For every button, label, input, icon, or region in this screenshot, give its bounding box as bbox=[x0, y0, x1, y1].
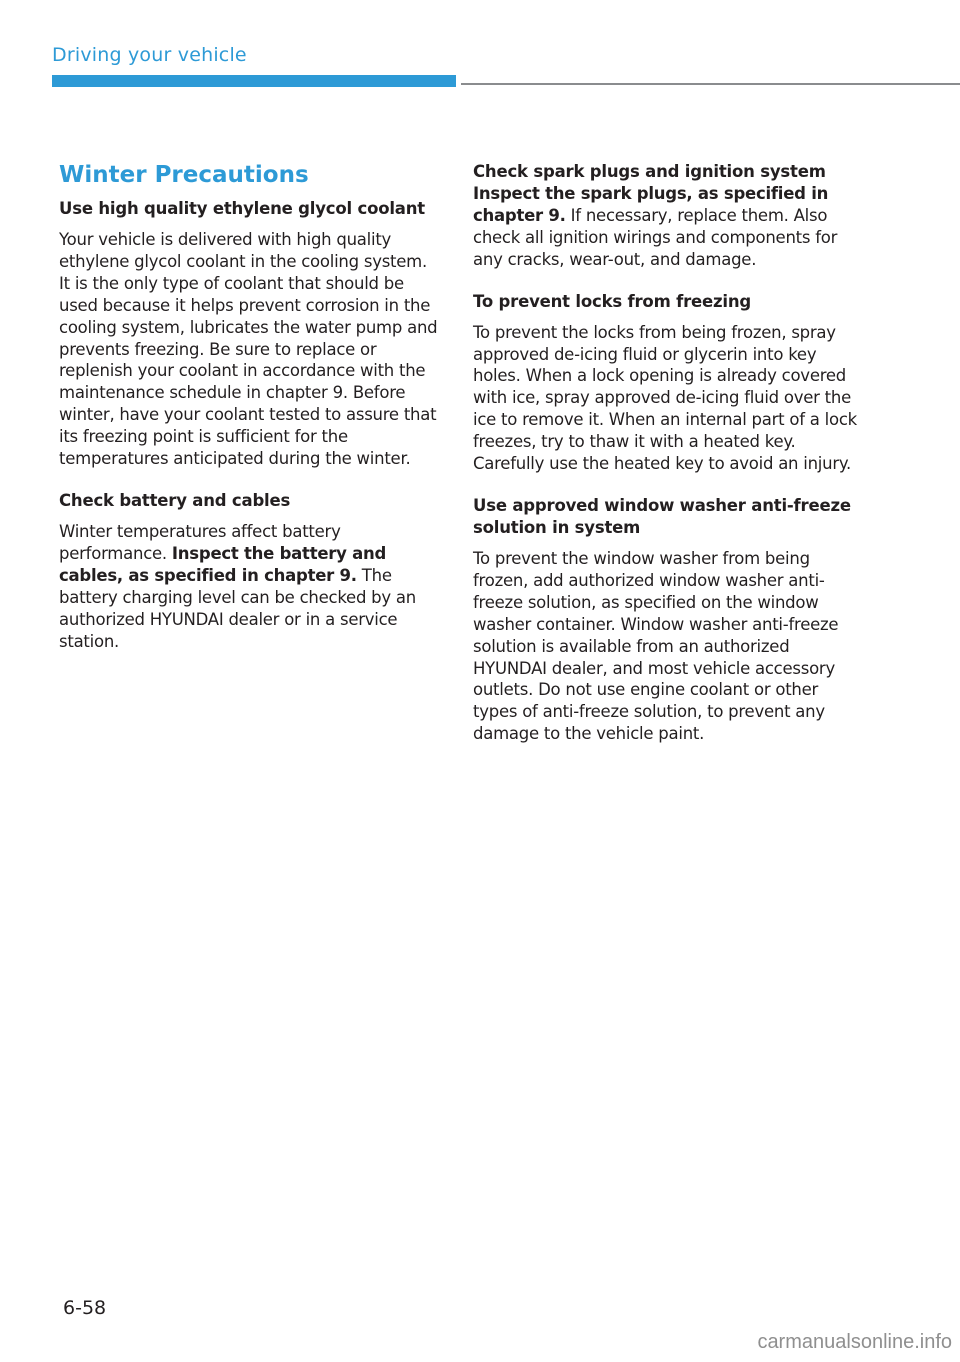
battery-heading: Check battery and cables bbox=[59, 490, 291, 510]
spark-body-rest: If necessary, replace them. Also check all ignition wirings and components for any cracks, wear-out, and damage. bbox=[473, 205, 838, 269]
battery-body-rest: The battery charging level can be checked by an authorized HYUNDAI dealer or in a service station. bbox=[59, 565, 416, 651]
washer-body: To prevent the window washer from being frozen, add authorized window washer anti-freeze solution, as specified on the window washer container. Window washer anti-freeze solution is available from an authorized HYUNDAI dealer, and most vehicle accessory outlets. Do not use engine coolant or other types of anti-freeze solution, to prevent any damage to the vehicle paint. bbox=[473, 548, 839, 744]
spark-heading: Check spark plugs and ignition system bbox=[473, 162, 826, 181]
right-column bbox=[473, 161, 858, 765]
watermark: carmanualsonline.info bbox=[757, 1331, 952, 1353]
header-title: Driving your vehicle bbox=[52, 44, 247, 66]
spark-body bbox=[473, 183, 858, 271]
coolant-heading: Use high quality ethylene glycol coolant bbox=[59, 199, 425, 218]
header-rule bbox=[461, 83, 960, 85]
locks-body: To prevent the locks from being frozen, spray approved de-icing fluid or glycerin into key holes. When a lock opening is already covered with ice, spray approved de-icing fluid over the ice to remove it. When an internal part of a lock freezes, try to thaw it with a heated key. Carefully use the heated key to avoid an injury. bbox=[473, 322, 857, 474]
left-column bbox=[59, 160, 439, 672]
locks-heading: To prevent locks from freezing bbox=[473, 291, 752, 311]
section-title: Winter Precautions bbox=[59, 162, 309, 188]
header-accent-bar bbox=[52, 75, 456, 87]
battery-body-intro: Winter temperatures affect battery performance. bbox=[59, 521, 341, 563]
page-number: 6-58 bbox=[63, 1297, 107, 1319]
battery-body bbox=[59, 521, 439, 652]
spark-body-emphasis: Inspect the spark plugs, as specified in chapter 9. bbox=[473, 184, 829, 225]
coolant-body: Your vehicle is delivered with high quality ethylene glycol coolant in the cooling system. It is the only type of coolant that should be used because it helps prevent corrosion in the cooling system, lubricates the water pump and prevents freezing. Be sure to replace or replenish your coolant in accordance with the maintenance schedule in chapter 9. Before winter, have your coolant tested to assure that its freezing point is sufficient for the temperatures anticipated during the winter. bbox=[59, 230, 438, 469]
battery-body-emphasis: Inspect the battery and cables, as specified in chapter 9. bbox=[59, 543, 387, 585]
washer-heading: Use approved window washer anti-freeze solution in system bbox=[473, 495, 851, 537]
